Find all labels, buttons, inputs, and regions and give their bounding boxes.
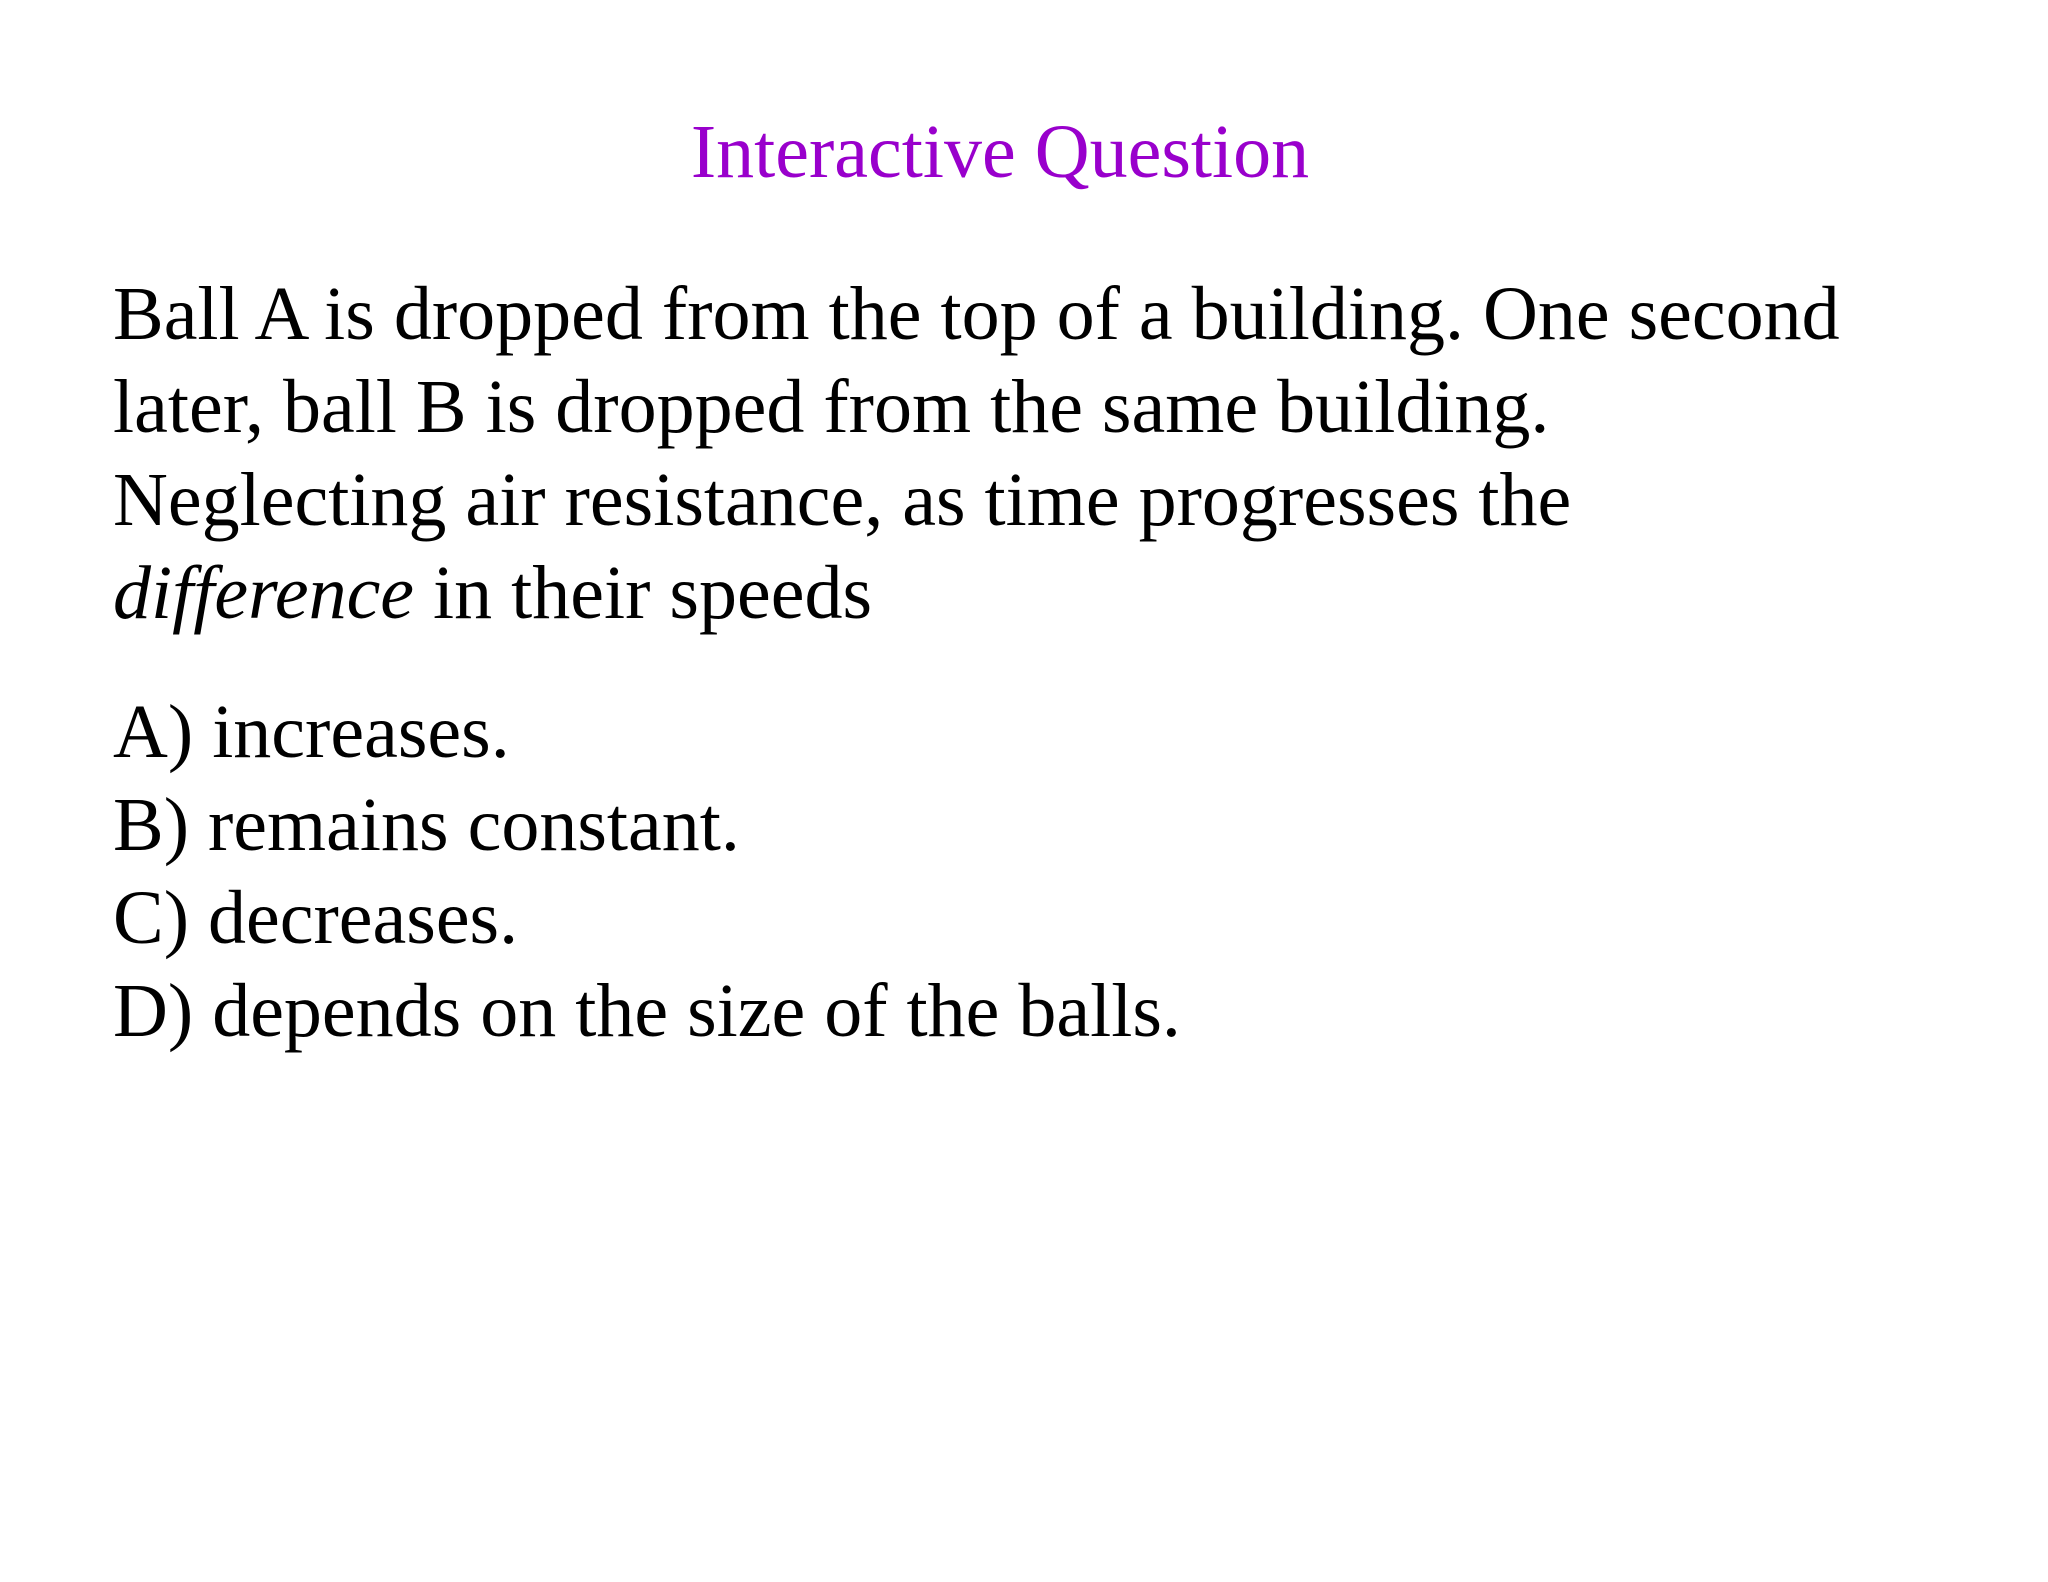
answer-option-b[interactable]: B) remains constant.: [113, 783, 740, 867]
answer-option-d[interactable]: D) depends on the size of the balls.: [113, 969, 1181, 1053]
question-line: later, ball B is dropped from the same building.: [113, 365, 1550, 449]
question-text: [113, 268, 1993, 640]
question-line: [113, 547, 1993, 640]
answer-option-a[interactable]: A) increases.: [113, 690, 510, 774]
slide-title: Interactive Question: [690, 110, 1310, 194]
emphasized-word: difference: [113, 551, 415, 635]
question-line-rest: in their speeds: [414, 551, 873, 635]
question-line: Ball A is dropped from the top of a building. One second: [113, 272, 1840, 356]
question-line: Neglecting air resistance, as time progresses the: [113, 458, 1572, 542]
answer-option-c[interactable]: C) decreases.: [113, 876, 519, 960]
answer-options: [113, 686, 1993, 1058]
